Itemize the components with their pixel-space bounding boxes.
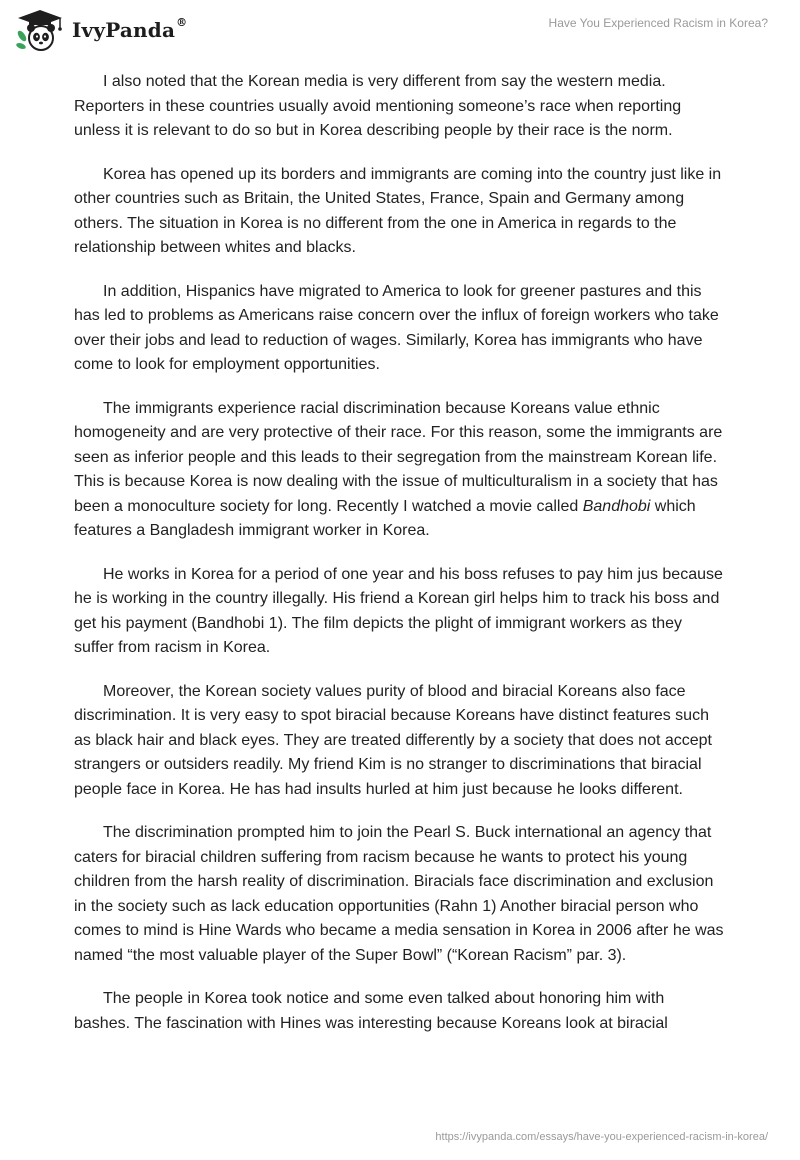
paragraph: Moreover, the Korean society values purity of blood and biracial Koreans also face discrimination. It is very easy to spot biracial because Koreans have distinct features such as black hair and black eyes. They are treated differently by a society that does not accept strangers or outsiders readily. My friend Kim is no stranger to discriminations that biracial people face in Korea. He has had insults hurled at him just because he looks different. (74, 682, 712, 798)
page-header (0, 0, 800, 60)
paragraph: I also noted that the Korean media is very different from say the western media. Reporters in these countries usually avoid mentioning someone’s race when reporting unless it is relevant to do so but in Korea describing people by their race is the norm. (74, 73, 682, 139)
panda-graduation-cap-icon (14, 8, 66, 52)
essay-body (74, 70, 724, 1055)
paragraph: The discrimination prompted him to join the Pearl S. Buck international an agency that caters for biracial children suffering from racism because he wants to protect his young children from the harsh reality of discrimination. Biracials face discrimination and exclusion in the society such as lack education opportunities (Rahn 1) Another biracial person who comes to mind is Hine Wards who became a media sensation in Korea in 2006 after he was named “the most valuable player of the Super Bowl” (“Korean Racism” par. 3). (74, 824, 724, 964)
paragraph (74, 397, 724, 544)
paragraph: He works in Korea for a period of one year and his boss refuses to pay him jus because he is working in the country illegally. His friend a Korean girl helps him to track his boss and get his payment (Bandhobi 1). The film depicts the plight of immigrant workers as they suffer from racism in Korea. (74, 565, 723, 656)
source-url[interactable]: https://ivypanda.com/essays/have-you-experienced-racism-in-korea/ (435, 1131, 768, 1143)
ivypanda-logo[interactable] (14, 8, 187, 52)
brand-name: IvyPanda® (72, 16, 188, 42)
paragraph: In addition, Hispanics have migrated to America to look for greener pastures and this has led to problems as Americans raise concern over the influx of foreign workers who take over their jobs and lead to reduction of wages. Similarly, Korea has immigrants who have come to look for employment opportunities. (74, 282, 719, 373)
paragraph-text: The immigrants experience racial discrimination because Koreans value ethnic homogeneity and are very protective of their race. For this reason, some the immigrants are seen as inferior people and this leads to their segregation from the mainstream Korean life. This is because Korea is now dealing with the issue of multiculturalism in a society that has been a monoculture society for long. Recently I watched a movie called (74, 399, 723, 515)
registered-mark: ® (176, 16, 188, 29)
film-title: Bandhobi (582, 497, 651, 515)
document-title: Have You Experienced Racism in Korea? (548, 16, 768, 30)
paragraph: The people in Korea took notice and some even talked about honoring him with bashes. The fascination with Hines was interesting because Koreans look at biracial (74, 990, 668, 1032)
paragraph: Korea has opened up its borders and immigrants are coming into the country just like in other countries such as Britain, the United States, France, Spain and Germany among others. The situation in Korea is no different from the one in America in regards to the relationship between whites and blacks. (74, 165, 722, 256)
paragraph-text-tail: which features a Bangladesh immigrant worker in Korea. (74, 497, 696, 539)
